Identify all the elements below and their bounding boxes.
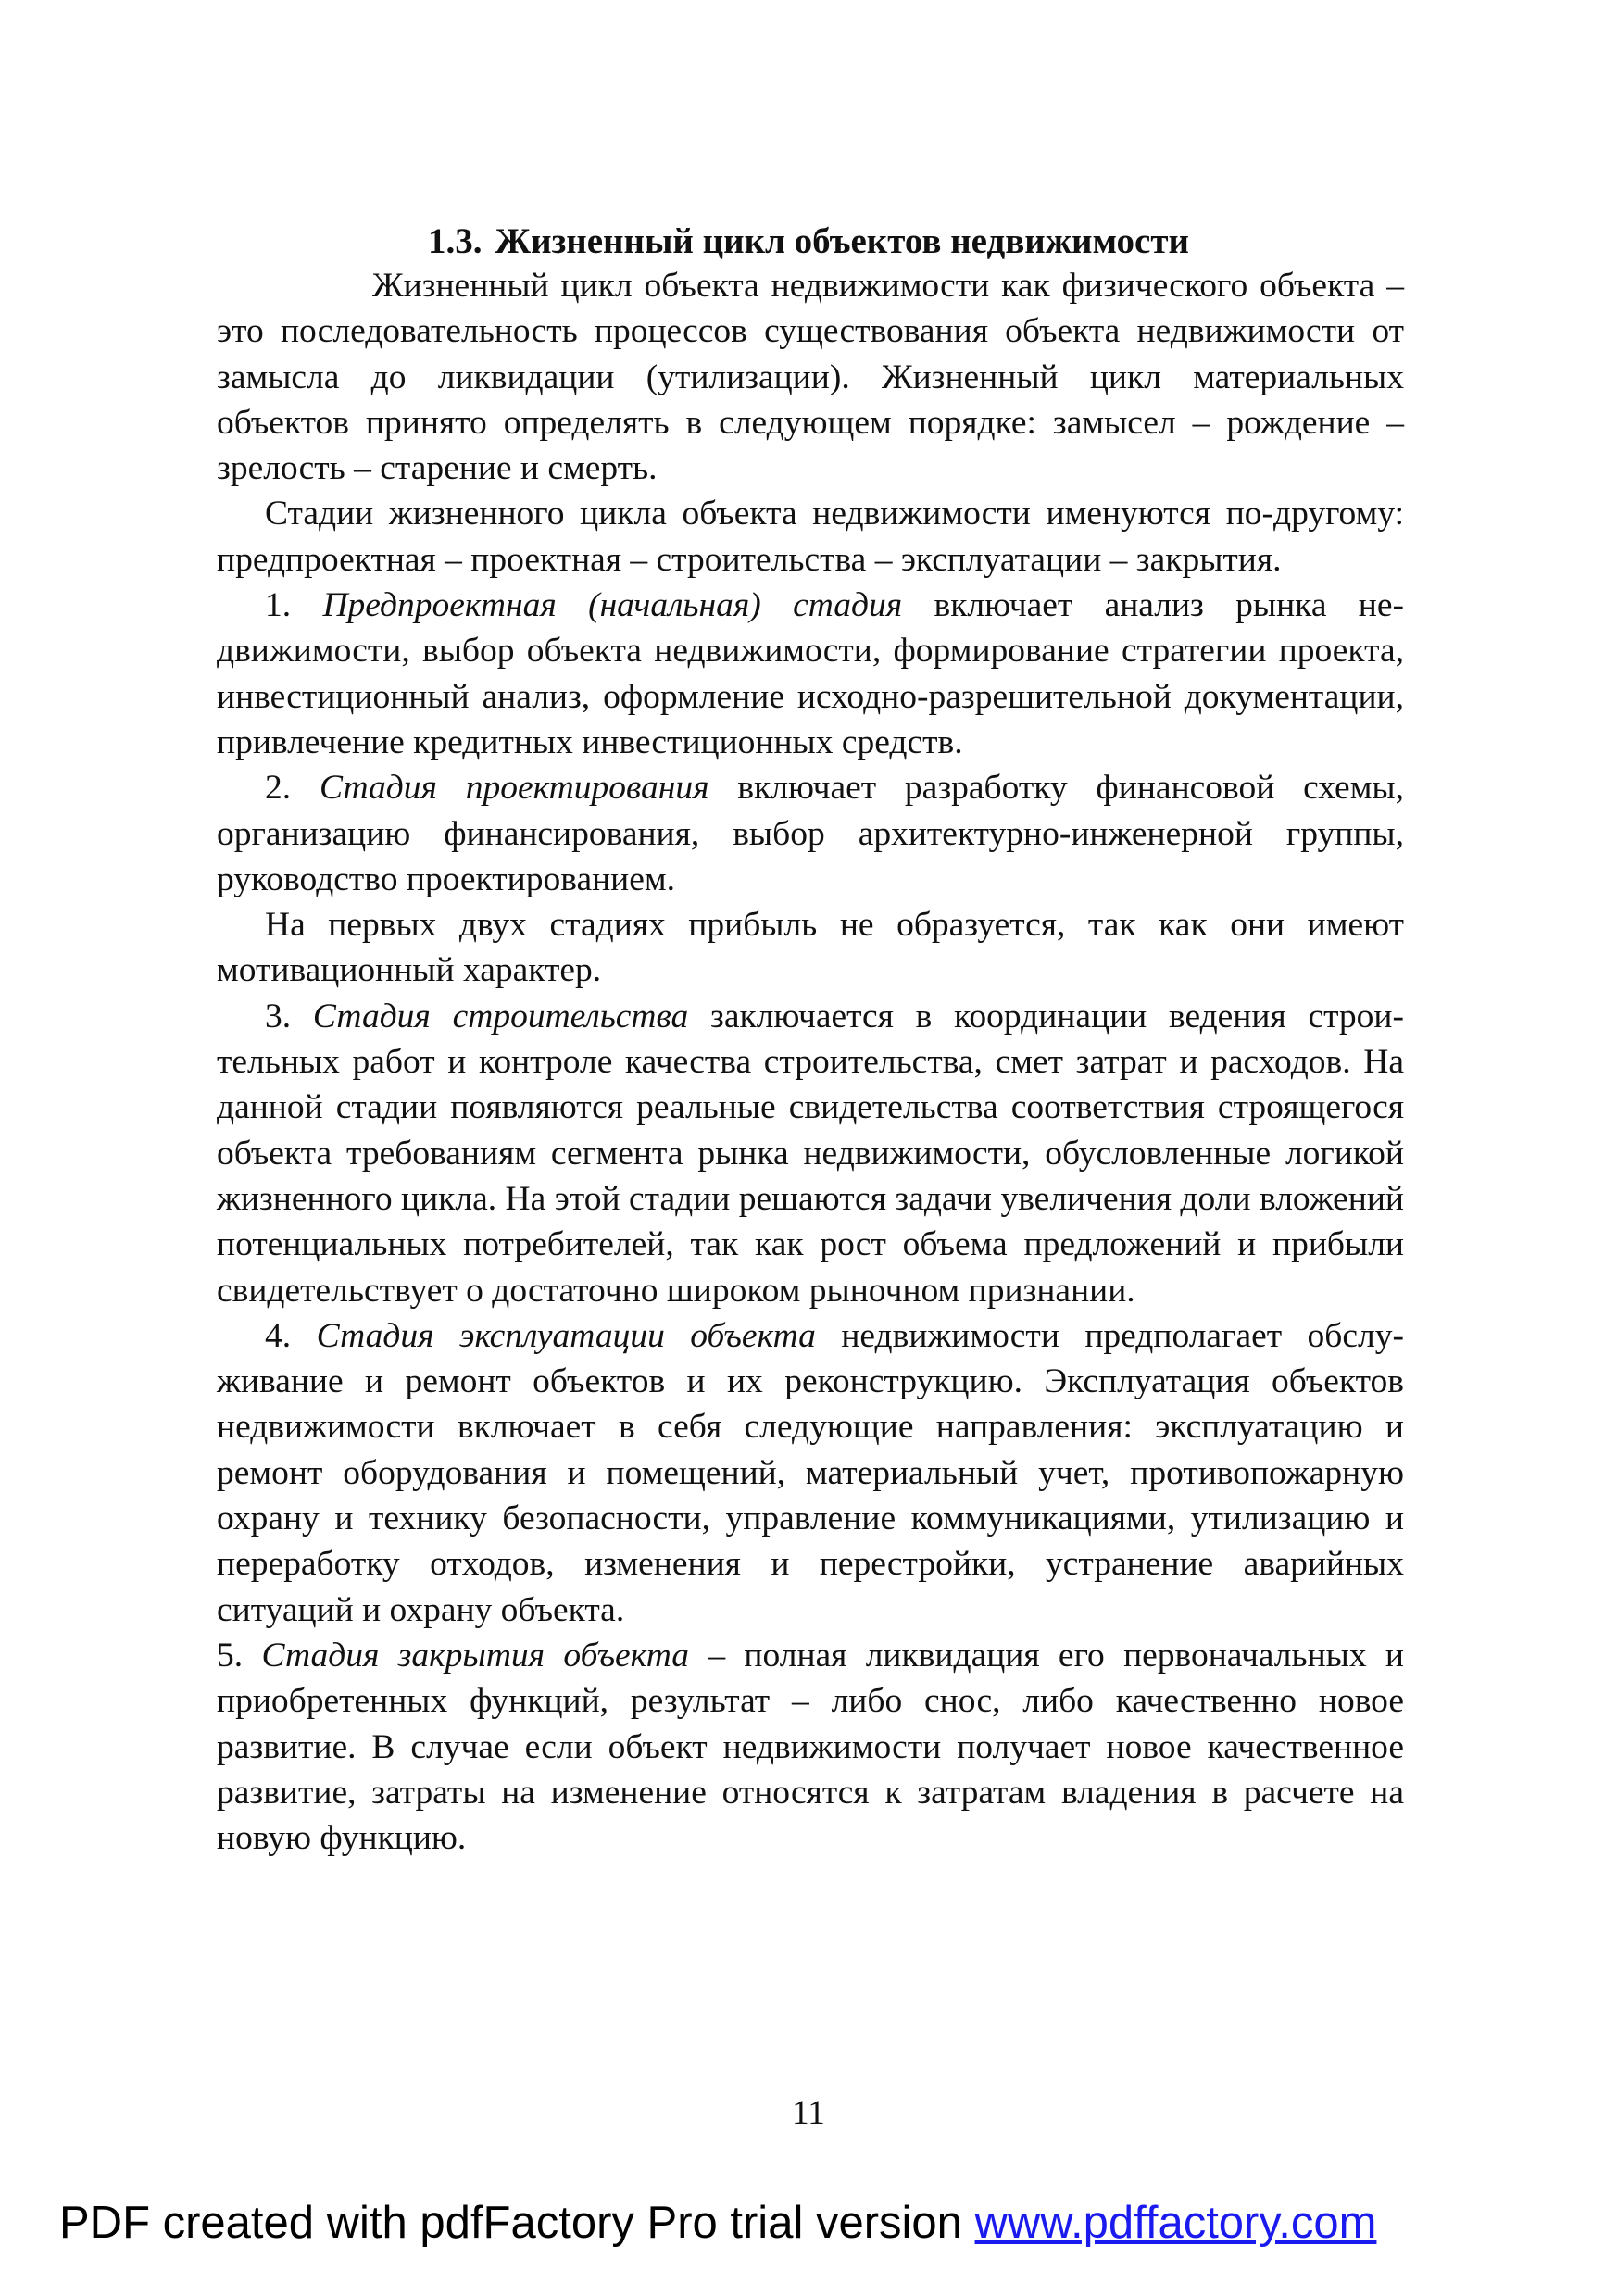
stage-number: 5. [217, 1636, 244, 1675]
paragraph-stages-intro [217, 491, 1404, 583]
footer-link[interactable]: www.pdffactory.com [974, 2198, 1377, 2248]
stage-number: 1. [265, 586, 292, 625]
paragraph-profit-note [217, 902, 1404, 994]
body-text [217, 263, 1404, 1861]
paragraph-text: Жизненный цикл объекта недвижимости как физического объекта – это последовательность процессов существования объекта недвижимости от замысла до ликвидации (утилизации). Жизненный цикл материальных объектов принято определять в следующем порядке: замысел – рождение – зрелость – старение и смерть. [217, 267, 1404, 488]
paragraph-stage-4 [217, 1313, 1404, 1633]
stage-term: Стадия эксплуатации объекта [316, 1316, 816, 1355]
stage-term: Стадия закрытия объекта [261, 1636, 690, 1675]
paragraph-stage-5 [217, 1633, 1404, 1861]
footer-text: PDF created with pdfFactory Pro trial version [59, 2198, 975, 2248]
paragraph-text: Стадии жизненного цикла объекта недвижимости именуются по-другому: предпроектная – проектная – строительства – эксплуатации – закрытия. [217, 495, 1404, 579]
section-number: 1.3. [428, 221, 483, 261]
paragraph-text: включает разработку финансовой схемы, организацию финансирования, выбор архитектурно-инженерной группы, руководство проектированием. [217, 769, 1405, 898]
section-title: Жизненный цикл объектов недвижимости [495, 221, 1189, 261]
stage-number: 4. [265, 1316, 292, 1355]
paragraph-text: – полная ликвидация его первоначальных и приобретенных функций, результат – либо снос, либо качественно новое развитие. В случае если объект недвижимости получает новое качественное развитие, затраты на изменение относятся к затратам владения в расчете на новую функцию. [217, 1636, 1404, 1858]
stage-number: 3. [265, 997, 292, 1035]
pdf-footer [59, 2195, 1617, 2251]
paragraph-text: включает анализ рынка недвижимости, выбор объекта недвижимости, формирование стратегии проекта, инвестиционный анализ, оформление исходно-разрешительной документации, привлечение кредитных инвестиционных средств. [217, 586, 1404, 761]
stage-number: 2. [265, 769, 292, 808]
paragraph-text: На первых двух стадиях прибыль не образуется, так как они имеют мотивационный характер. [217, 906, 1404, 990]
paragraph-text: недвижимости предполагает обслуживание и ремонт объектов и их реконструкцию. Эксплуатация объектов недвижимости включает в себя следующие направления: эксплуатацию и ремонт оборудования и помещений, материальный учет, противопожарную охрану и технику безопасности, управление коммуникациями, утилизацию и переработку отходов, изменения и перестройки, устранение аварийных ситуаций и охрану объекта. [217, 1316, 1404, 1629]
paragraph-stage-1 [217, 583, 1404, 765]
stage-term: Предпроектная (начальная) стадия [322, 586, 903, 625]
stage-term: Стадия строительства [312, 997, 689, 1035]
section-heading [0, 219, 1617, 265]
paragraph-definition [217, 263, 1404, 491]
paragraph-text: заключается в координации ведения строительных работ и контроле качества строительства, смет затрат и расходов. На данной стадии появляются реальные свидетельства соответствия строящегося объекта требованиям сегмента рынка недвижимости, обусловленные логикой жизненного цикла. На этой стадии решаются задачи увеличения доли вложений потенциальных потребителей, так как рост объема предложений и прибыли свидетельствует о достаточно широком рыночном признании. [217, 997, 1404, 1310]
paragraph-stage-3 [217, 994, 1404, 1313]
page-number: 11 [792, 2094, 825, 2132]
paragraph-stage-2 [217, 765, 1404, 902]
stage-term: Стадия проектирования [319, 769, 709, 808]
